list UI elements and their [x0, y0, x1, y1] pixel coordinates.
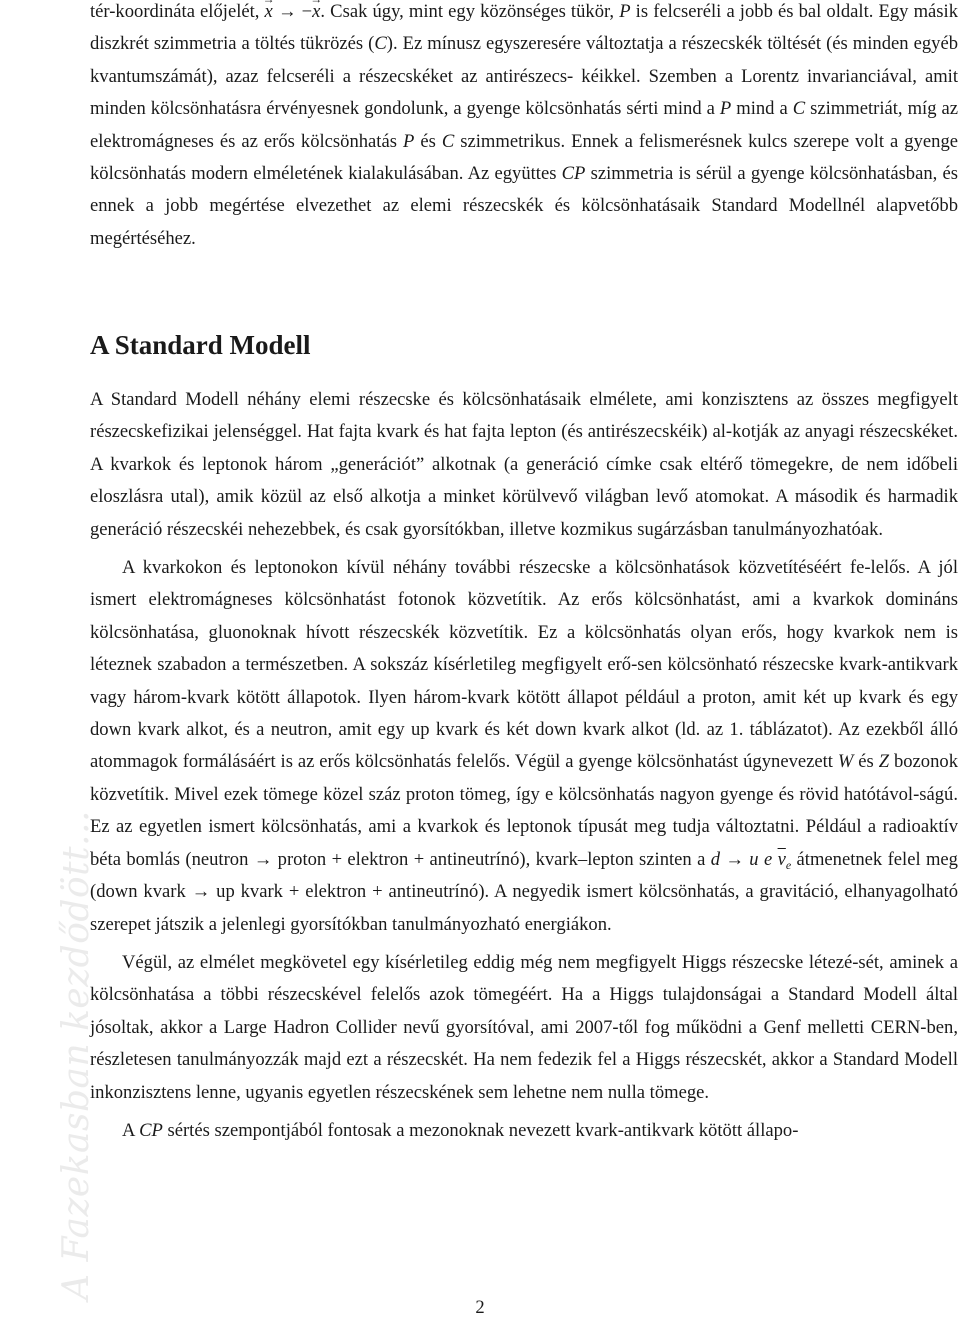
text-run: mind a [731, 98, 793, 120]
paragraph-interactions [90, 552, 958, 941]
arrow-symbol: → [725, 848, 744, 870]
section-heading: A Standard Modell [90, 330, 311, 360]
text-run: és [414, 130, 442, 152]
text-run: is felcseréli a jobb és bal oldalt. Egy másik diszkrét szimmetria a töltés tükrözés ( [90, 1, 958, 55]
symbol-p: P [619, 1, 631, 22]
text-run: szimmetrikus. Ennek a felismerésnek kulcs szerepe volt a gyenge kölcsönhatás modern elméletének kialakulásában. Az együttes [90, 130, 959, 185]
symbol-z: Z [878, 751, 890, 773]
arrow-symbol: → [277, 1, 297, 22]
text-run: . Csak úgy, mint egy közönséges tükör, [320, 1, 620, 22]
text-run: szimmetria is sérül a gyenge kölcsönhatásban, és ennek a jobb megértése elvezethet az elemi részecskék és kölcsönhatásaik Standard Modellnél alapvetőbb megértéséhez. [90, 163, 958, 249]
text-run: sértés szempontjából fontosak a mezonoknak nevezett kvark-antikvark kötött állapo- [162, 1119, 799, 1141]
paragraph-cp [90, 1115, 958, 1147]
text-run: A kvarkokon és leptonokon kívül néhány további részecske a kölcsönhatások közvetítéséért fe-lelős. A jól ismert elektromágneses kölcsönhatást fotonok közvetítik. Az erős kölcsönhatást, ami a kvarkok domináns kölcsönhatása, gluonoknak hívott részecskék közvetítik. Ez a kölcsönhatás olyan erős, hogy kvarkok nem is léteznek szabadon a természetben. A sokszáz kísérletileg megfigyelt erő-sen kölcsönható részecske kvark-antikvark vagy három-kvark kötött állapotok. Ilyen három-kvark kötött állapot például a proton, amit két up kvark és egy down kvark alkot, és a neutron, amit egy up kvark és két down kvark alkot (ld. az 1. táblázatot). Az ezekből álló atommagok formálásáért is az erős kölcsönhatás felelős. Végül a gyenge kölcsönhatást úgynevezett [90, 557, 958, 773]
minus-symbol: − [301, 1, 313, 22]
symbol-p: P [719, 98, 732, 120]
symbol-p: P [402, 130, 415, 152]
text-run: ). Ez mínusz egyszeresére változtatja a részecskék töltését (és minden egyéb kvantumszámát), azaz felcseréli a részecskéket az antirészecs- [90, 33, 958, 87]
symbol-w: W [837, 751, 854, 773]
symbol-c: C [792, 98, 806, 120]
symbol-e: e [763, 848, 773, 870]
text-run: tér-koordináta előjelét, [90, 1, 265, 22]
text-run: bozonok közvetítik. Mivel ezek tömege közel száz proton tömeg, így e kölcsönhatás nagyon gyenge és rövid hatótávol-ságú. Ez az egyetlen ismert kölcsönhatás, ami a kvarkok és leptonok típusát meg tudja változtatni. Például a radioaktív béta bomlás (neutron → proton + elektron + antineutrínó), kvark–lepton szinten a [90, 751, 958, 870]
symbol-c: C [374, 33, 387, 55]
vector-x: → x [312, 0, 320, 28]
watermark-text: A Fazekasban kezdődött... [56, 810, 97, 1300]
section-body [90, 384, 958, 1147]
symbol-antineutrino: $\overline{\nu}$ [777, 848, 786, 870]
page-number: 2 [475, 1297, 485, 1318]
symbol-u: u [749, 848, 759, 870]
text-run: átmenetnek felel meg (down kvark → up kvark + elektron + antineutrínó). A negyedik ismert kölcsönhatás, a gravitáció, elhanyagolható szerepet játszik a jelenlegi gyorsítókban tanulmányozható energiákon. [90, 848, 958, 935]
symbol-cp: CP [139, 1119, 163, 1141]
text-run: és [853, 751, 879, 773]
text-run: kéikkel. Szemben a Lorentz invarianciával, amit minden kölcsönhatásra érvényesnek gondolunk, a gyenge kölcsönhatás sérti mind a [90, 65, 958, 120]
vector-x: → x [265, 0, 273, 28]
symbol-cp: CP [561, 163, 586, 185]
text-run: szimmetriát, míg az elektromágneses és az erős kölcsönhatás [90, 98, 959, 152]
symbol-d: d [710, 848, 720, 870]
subscript-e: e [785, 857, 792, 872]
text-run: A [122, 1119, 140, 1141]
paragraph-symmetry [90, 0, 958, 255]
paragraph-higgs: Végül, az elmélet megkövetel egy kísérletileg eddig még nem megfigyelt Higgs részecske létezé-sét, aminek a kölcsönhatása a többi részecskével felelős azok tömegéért. Ha a Higgs tulajdonságai a Standard Modell által jósoltak, akkor a Large Hadron Collider nevű gyorsítóval, ami 2007-től fog működni a Genf melletti CERN-ben, részletesen tanulmányozzák majd ezt a részecskét. Ha nem fedezik fel a Higgs részecskét, akkor a Standard Modell inkonzisztens lenne, ugyanis egyetlen részecskének sem lehetne nem nulla tömege. [90, 951, 958, 1103]
paragraph-intro: A Standard Modell néhány elemi részecske és kölcsönhatásaik elmélete, ami konzisztens az összes megfigyelt részecskefizikai jelenséggel. Hat fajta kvark és hat fajta lepton (és antirészecskéik) al-kotják az anyagi részecskéket. A kvarkok és leptonok három „generációt” alkotnak (a generáció címke csak eltérő tömegekre, de nem időbeli eloszlásra utal), amik közül az első alkotja a minket körülvevő világban levő atomokat. A második és harmadik generáció részecskéi nehezebbek, és csak gyorsítókban, illetve kozmikus sugárzásban tanulmányozhatóak. [90, 389, 958, 540]
symbol-c: C [441, 130, 455, 152]
